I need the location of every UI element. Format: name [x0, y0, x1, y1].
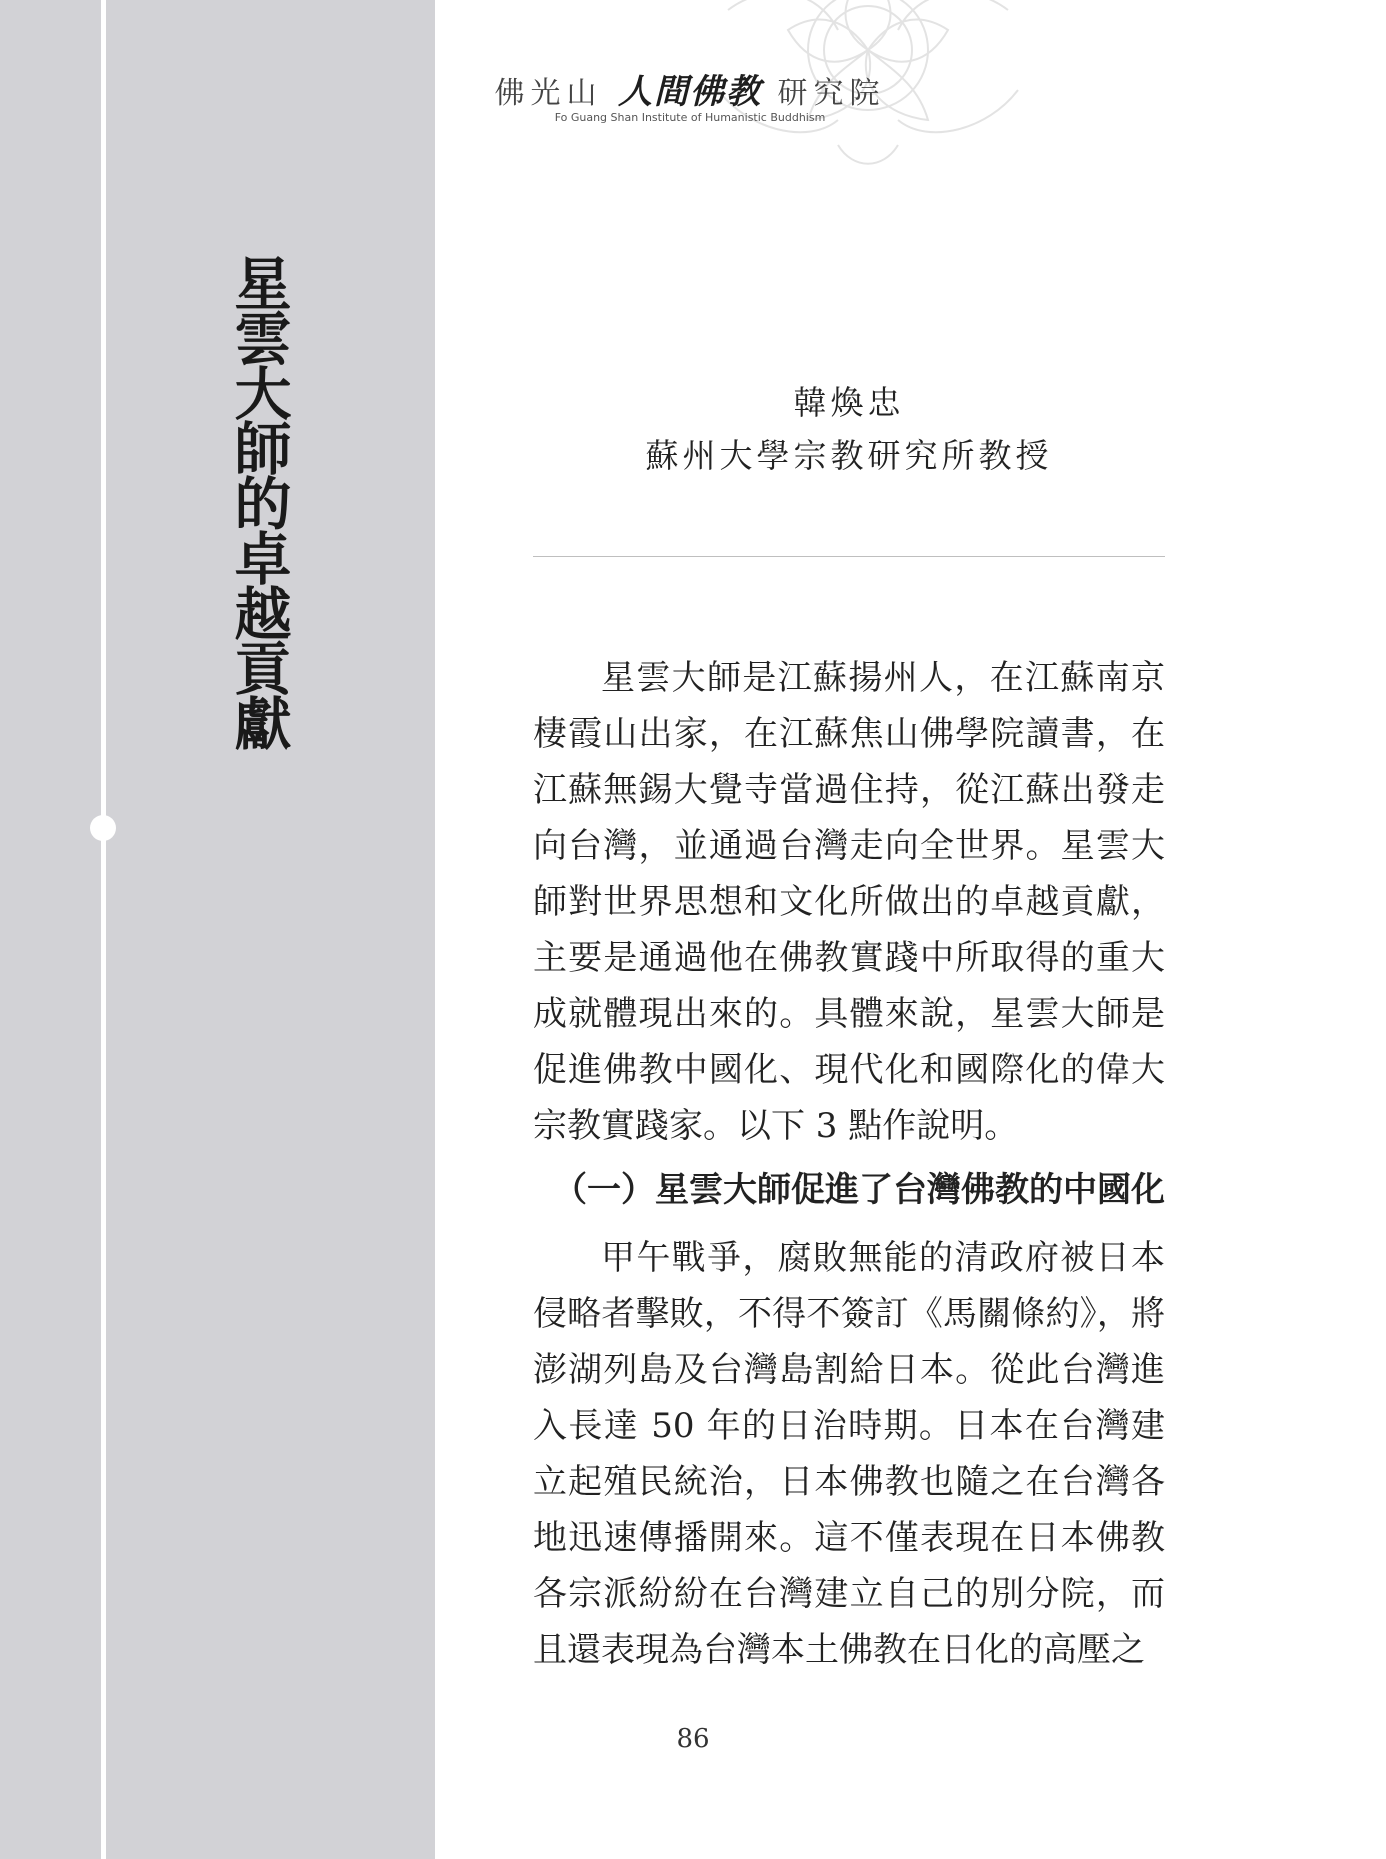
article-body [533, 650, 1165, 1678]
logo-text-left: 佛光山 [494, 76, 603, 111]
section-heading: （一）星雲大師促進了台灣佛教的中國化 [553, 1170, 1165, 1210]
paragraph-1: 星雲大師是江蘇揚州人，在江蘇南京棲霞山出家，在江蘇焦山佛學院讀書，在江蘇無錫大覺寺當過住持，從江蘇出發走向台灣，並通過台灣走向全世界。星雲大師對世界思想和文化所做出的卓越貢獻，主要是通過他在佛教實踐中所取得的重大成就體現出來的。具體來說，星雲大師是促進佛教中國化、現代化和國際化的偉大宗教實踐家。以下 3 點作說明。 [533, 658, 1165, 1146]
sidebar-band [0, 0, 435, 1859]
logo-text-right: 研究院 [777, 76, 886, 111]
sidebar-vertical-line [101, 0, 106, 1859]
page-number: 86 [676, 1724, 710, 1754]
section-divider [533, 556, 1165, 557]
logo-text-script: 人間佛教 [618, 72, 762, 112]
chapter-title-vertical: 星雲大師的卓越貢獻 [234, 252, 292, 758]
author-name: 韓煥忠 [793, 383, 905, 422]
sidebar-circle-marker [90, 815, 116, 841]
author-affiliation: 蘇州大學宗教研究所教授 [645, 436, 1053, 475]
institute-logo [490, 64, 890, 113]
paragraph-2: 甲午戰爭，腐敗無能的清政府被日本侵略者擊敗，不得不簽訂《馬關條約》，將澎湖列島及台灣島割給日本。從此台灣進入長達 50 年的日治時期。日本在台灣建立起殖民統治，日本佛教也隨之在台灣各地迅速傳播開來。這不僅表現在日本佛教各宗派紛紛在台灣建立自己的別分院，而且還表現為台灣本土佛教在日化的高壓之 [533, 1238, 1165, 1670]
logo-subtitle: Fo Guang Shan Institute of Humanistic Buddhism [554, 111, 826, 124]
